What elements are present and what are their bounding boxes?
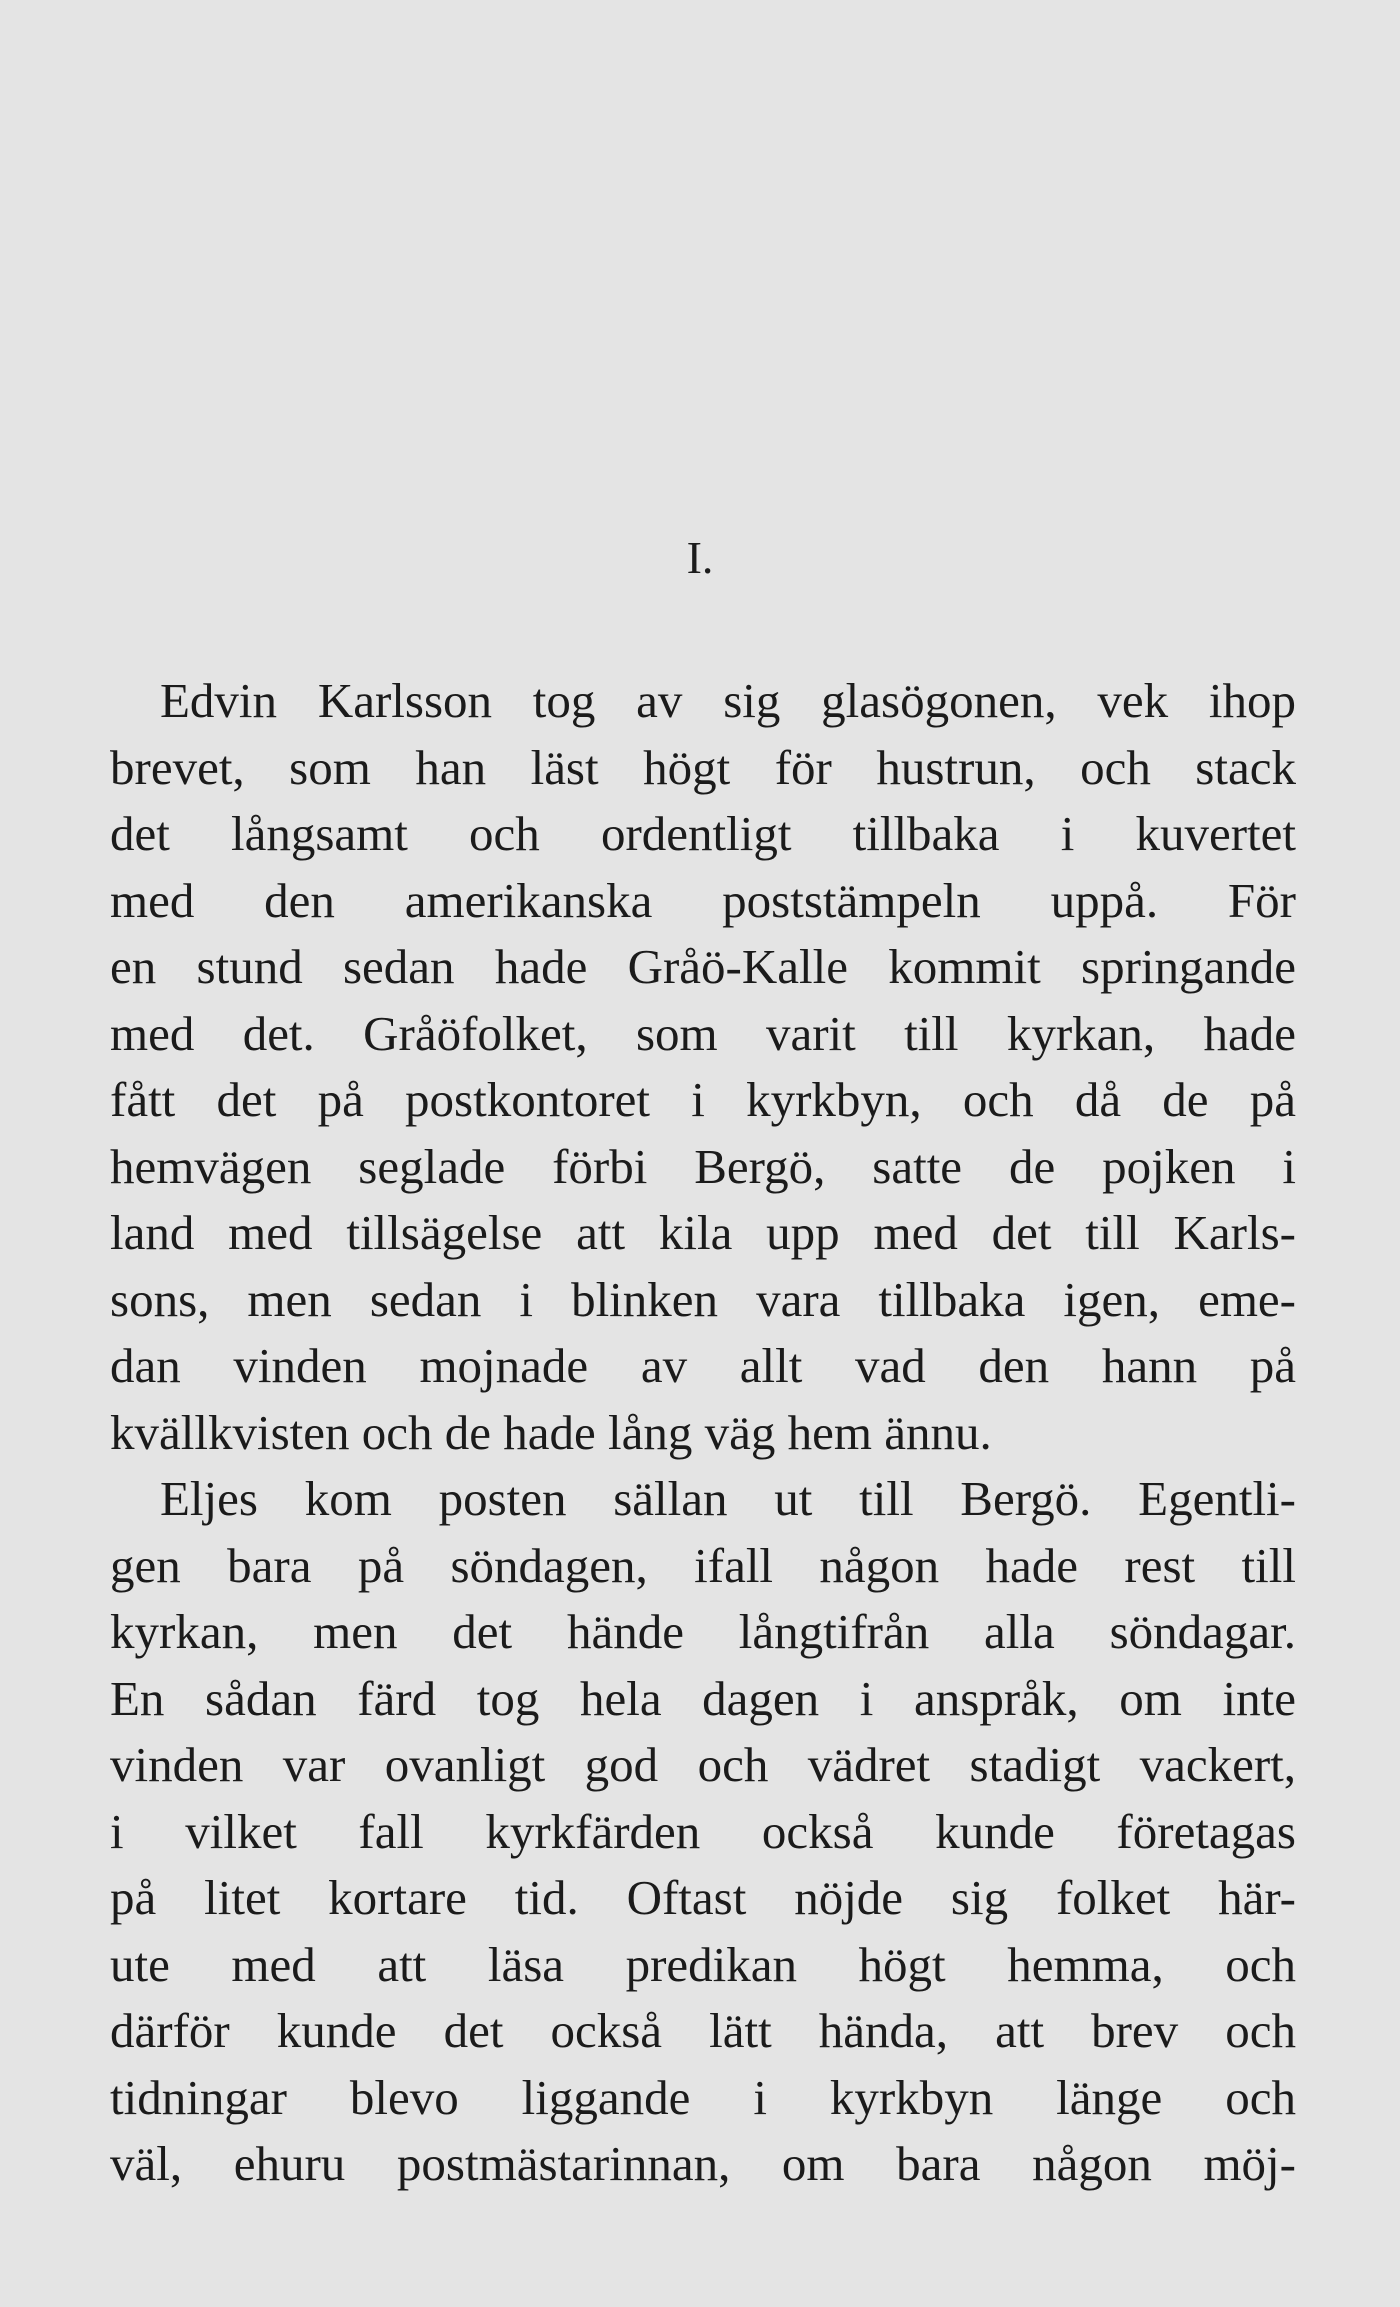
text-line: vinden var ovanligt god och vädret stadigt vackert, — [110, 1737, 1296, 1792]
text-line: kyrkan, men det hände långtifrån alla söndagar. — [110, 1604, 1296, 1659]
text-line: hemvägen seglade förbi Bergö, satte de pojken i — [110, 1138, 1296, 1194]
text-line: dan vinden mojnade av allt vad den hann på — [110, 1338, 1296, 1393]
text-line: med det. Gråöfolket, som varit till kyrkan, hade — [110, 1005, 1296, 1061]
text-line: brevet, som han läst högt för hustrun, och stack — [110, 739, 1296, 795]
paragraph-1 — [110, 668, 1296, 1466]
text-line: det långsamt och ordentligt tillbaka i kuvertet — [110, 806, 1296, 861]
chapter-number: I. — [686, 532, 714, 583]
text-line: väl, ehuru postmästarinnan, om bara någon möj- — [110, 2136, 1296, 2191]
body-text — [110, 668, 1296, 2198]
text-line: gen bara på söndagen, ifall någon hade rest till — [110, 1537, 1296, 1593]
text-line: Eljes kom posten sällan ut till Bergö. Egentli- — [160, 1471, 1296, 1526]
text-line: ute med att läsa predikan högt hemma, och — [110, 1936, 1296, 1992]
text-line: fått det på postkontoret i kyrkbyn, och då de på — [110, 1072, 1296, 1127]
text-line: sons, men sedan i blinken vara tillbaka igen, eme- — [110, 1271, 1296, 1327]
text-line: på litet kortare tid. Oftast nöjde sig folket här- — [110, 1870, 1296, 1925]
paragraph-2 — [110, 1466, 1296, 2198]
text-line: En sådan färd tog hela dagen i anspråk, om inte — [110, 1670, 1296, 1726]
text-line: med den amerikanska poststämpeln uppå. För — [110, 872, 1296, 928]
text-line: tidningar blevo liggande i kyrkbyn länge och — [110, 2069, 1296, 2125]
text-line: i vilket fall kyrkfärden också kunde företagas — [110, 1803, 1296, 1859]
text-line: land med tillsägelse att kila upp med det till Karls- — [110, 1205, 1296, 1260]
text-line: därför kunde det också lätt hända, att brev och — [110, 2003, 1296, 2058]
text-line: en stund sedan hade Gråö-Kalle kommit springande — [110, 939, 1296, 994]
text-line: kvällkvisten och de hade lång väg hem ännu. — [110, 1404, 992, 1460]
text-line: Edvin Karlsson tog av sig glasögonen, vek ihop — [160, 673, 1296, 728]
